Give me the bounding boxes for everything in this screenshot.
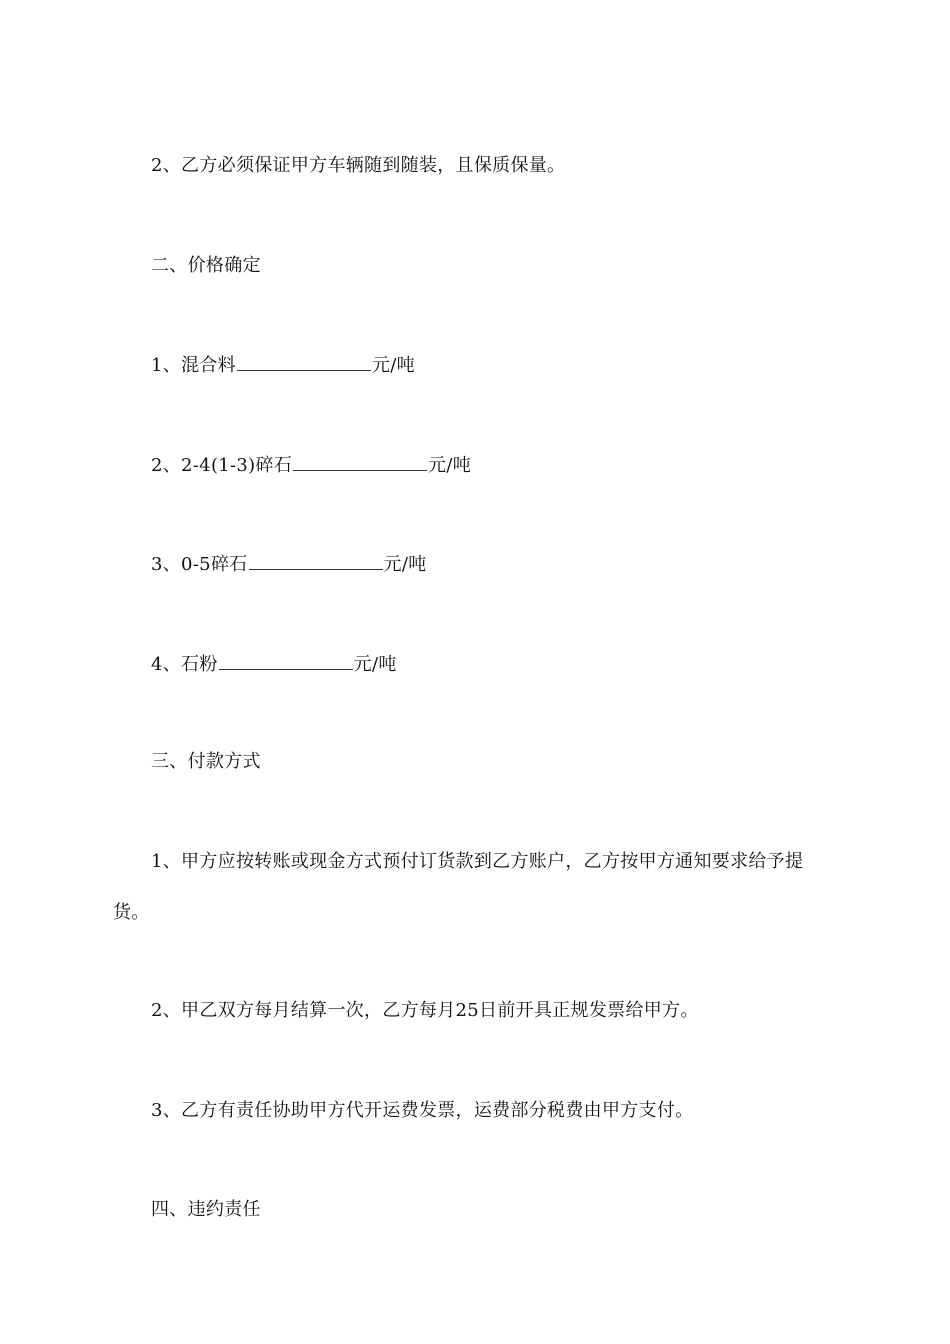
clause-payment-1-continued: 货。 [113, 902, 150, 923]
price-item-unit: 元/吨 [353, 654, 397, 675]
price-item-unit: 元/吨 [383, 554, 427, 575]
clause-payment-1: 1、甲方应按转账或现金方式预付订货款到乙方账户，乙方按甲方通知要求给予提 [151, 851, 804, 872]
price-blank-line [249, 551, 383, 570]
price-item-label: 3、0-5碎石 [151, 554, 248, 575]
price-item-crushed-stone-2-4 [151, 452, 471, 478]
clause-2-loading-guarantee: 2、乙方必须保证甲方车辆随到随装，且保质保量。 [151, 155, 566, 176]
clause-payment-2: 2、甲乙双方每月结算一次，乙方每月25日前开具正规发票给甲方。 [151, 1000, 699, 1021]
section-heading-payment: 三、付款方式 [151, 751, 261, 772]
price-item-crushed-stone-0-5 [151, 551, 427, 577]
price-item-label: 2、2-4(1-3)碎石 [151, 455, 293, 476]
price-blank-line [293, 452, 427, 471]
clause-payment-3: 3、乙方有责任协助甲方代开运费发票，运费部分税费由甲方支付。 [151, 1100, 694, 1121]
price-item-label: 1、混合料 [151, 355, 236, 376]
price-item-unit: 元/吨 [371, 355, 415, 376]
price-item-stone-powder [151, 651, 397, 677]
price-item-mixed-material [151, 352, 415, 378]
section-heading-price: 二、价格确定 [151, 255, 261, 276]
price-item-unit: 元/吨 [428, 455, 472, 476]
price-blank-line [237, 352, 371, 371]
section-heading-liability: 四、违约责任 [151, 1199, 261, 1220]
price-blank-line [219, 651, 353, 670]
price-item-label: 4、石粉 [151, 654, 218, 675]
